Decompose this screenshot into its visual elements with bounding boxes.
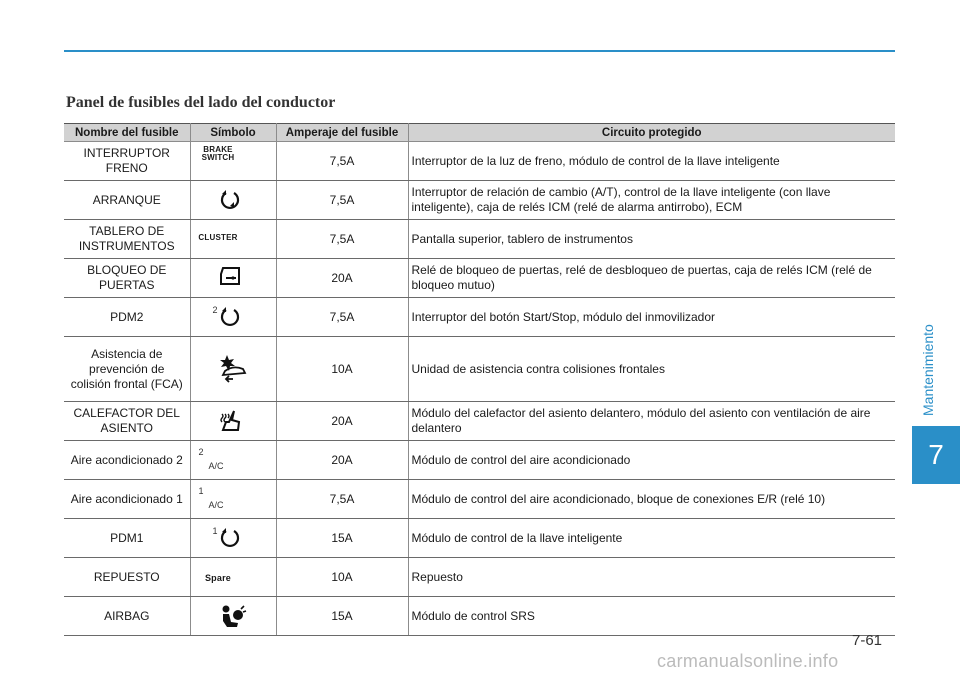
fuse-name-line: Aire acondicionado 2 (70, 452, 183, 467)
top-rule (64, 50, 895, 52)
fuse-amperage: 10A (276, 337, 408, 402)
column-header-amperage: Amperaje del fusible (276, 124, 408, 142)
fuse-name-line: PDM2 (110, 309, 144, 324)
fuse-circuit: Repuesto (408, 558, 895, 597)
fuse-name-line: TABLERO DE (89, 224, 165, 238)
fuse-amperage: 7,5A (276, 298, 408, 337)
fuse-symbol (190, 597, 276, 636)
table-row (64, 480, 895, 519)
symbol-label: CLUSTER (198, 233, 238, 242)
table-row (64, 337, 895, 402)
fuse-amperage: 20A (276, 402, 408, 441)
symbol-index: 1 (198, 486, 204, 496)
ac-icon: A/C (208, 461, 224, 471)
fuse-circuit: Interruptor de relación de cambio (A/T), control de la llave inteligente (con llave inteligente), caja de relés ICM (relé de alarma antirrobo), ECM (408, 181, 895, 220)
ac-icon: A/C (208, 500, 224, 510)
fuse-name (64, 597, 190, 636)
fuse-name-line: INTERRUPTOR (83, 146, 170, 160)
fuse-name-line: ASIENTO (100, 421, 153, 435)
fuse-name-line: FRENO (105, 161, 148, 175)
fuse-circuit: Interruptor de la luz de freno, módulo de control de la llave inteligente (408, 142, 895, 181)
start-stop-2-icon (217, 304, 243, 334)
table-row (64, 597, 895, 636)
fuse-amperage: 20A (276, 441, 408, 480)
fuse-circuit: Unidad de asistencia contra colisiones frontales (408, 337, 895, 402)
fuse-circuit: Módulo del calefactor del asiento delantero, módulo del asiento con ventilación de aire delantero (408, 402, 895, 441)
fuse-name-line: PDM1 (110, 530, 144, 545)
seat-heater-icon (217, 408, 243, 438)
fuse-name (64, 259, 190, 298)
page-title: Panel de fusibles del lado del conductor (66, 94, 336, 111)
fuse-name (64, 142, 190, 181)
fuse-name (64, 558, 190, 597)
watermark: carmanualsonline.info (657, 651, 839, 671)
fuse-symbol (190, 480, 276, 519)
fuse-circuit: Módulo de control de la llave inteligente (408, 519, 895, 558)
fuse-circuit: Módulo de control del aire acondicionado, bloque de conexiones E/R (relé 10) (408, 480, 895, 519)
fuse-amperage: 7,5A (276, 142, 408, 181)
fuse-amperage: 10A (276, 558, 408, 597)
fuse-symbol (190, 402, 276, 441)
symbol-index: 2 (212, 305, 218, 315)
symbol-label: SWITCH (201, 153, 235, 162)
section-side-label: Mantenimiento (920, 324, 936, 417)
fuse-name (64, 480, 190, 519)
fuse-circuit: Módulo de control SRS (408, 597, 895, 636)
fuse-amperage: 7,5A (276, 220, 408, 259)
fuse-symbol (190, 298, 276, 337)
fuse-name-line: prevención de (89, 361, 165, 376)
fuse-name-line: Aire acondicionado 1 (70, 491, 183, 506)
fuse-name (64, 181, 190, 220)
fuse-amperage: 7,5A (276, 480, 408, 519)
fuse-name-line: REPUESTO (93, 569, 160, 584)
symbol-index: 2 (198, 447, 204, 457)
table-row (64, 259, 895, 298)
fuse-symbol (190, 519, 276, 558)
fuse-name (64, 519, 190, 558)
fuse-symbol (190, 181, 276, 220)
table-row (64, 181, 895, 220)
column-header-name: Nombre del fusible (64, 124, 190, 142)
table-row (64, 441, 895, 480)
symbol-label: Spare (204, 573, 231, 583)
table-header-row (64, 124, 895, 142)
fuse-symbol (190, 558, 276, 597)
table-row (64, 558, 895, 597)
chapter-tab: 7 (912, 426, 960, 484)
fuse-name-line: BLOQUEO DE (87, 263, 167, 277)
fuse-name-line: Asistencia de (91, 346, 163, 361)
table-row (64, 220, 895, 259)
fuse-symbol (190, 142, 276, 181)
fuse-circuit: Relé de bloqueo de puertas, relé de desbloqueo de puertas, caja de relés ICM (relé de bloqueo mutuo) (408, 259, 895, 298)
fuse-amperage: 15A (276, 597, 408, 636)
fuse-symbol (190, 259, 276, 298)
symbol-index: 1 (212, 526, 218, 536)
column-header-circuit: Circuito protegido (408, 124, 895, 142)
start-stop-1-icon (217, 525, 243, 555)
door-lock-icon (217, 265, 243, 291)
table-row (64, 519, 895, 558)
fuse-symbol (190, 441, 276, 480)
fuse-circuit: Interruptor del botón Start/Stop, módulo del inmovilizador (408, 298, 895, 337)
fuse-name (64, 337, 190, 402)
fuse-name-line: CALEFACTOR DEL (73, 406, 180, 420)
start-stop-icon (217, 187, 243, 217)
fuse-name (64, 441, 190, 480)
fuse-name-line: colisión frontal (FCA) (70, 376, 183, 391)
collision-assist-icon (213, 351, 253, 391)
fuse-name-line: AIRBAG (104, 608, 150, 623)
fuse-amperage: 15A (276, 519, 408, 558)
fuse-symbol (190, 337, 276, 402)
table-row (64, 402, 895, 441)
airbag-icon (217, 603, 247, 635)
fuse-name (64, 298, 190, 337)
fuse-name-line: INSTRUMENTOS (78, 239, 175, 253)
page-number: 7-61 (852, 632, 883, 649)
fuse-symbol (190, 220, 276, 259)
fuse-name-line: PUERTAS (98, 278, 155, 292)
table-row (64, 298, 895, 337)
symbol-label: BRAKE (203, 145, 233, 154)
fuse-circuit: Pantalla superior, tablero de instrumentos (408, 220, 895, 259)
fuse-circuit: Módulo de control del aire acondicionado (408, 441, 895, 480)
fuse-amperage: 7,5A (276, 181, 408, 220)
fuse-name-line: ARRANQUE (92, 192, 161, 207)
table-row (64, 142, 895, 181)
fuse-name (64, 220, 190, 259)
fuse-table (64, 123, 895, 636)
column-header-symbol: Símbolo (190, 124, 276, 142)
fuse-name (64, 402, 190, 441)
fuse-amperage: 20A (276, 259, 408, 298)
